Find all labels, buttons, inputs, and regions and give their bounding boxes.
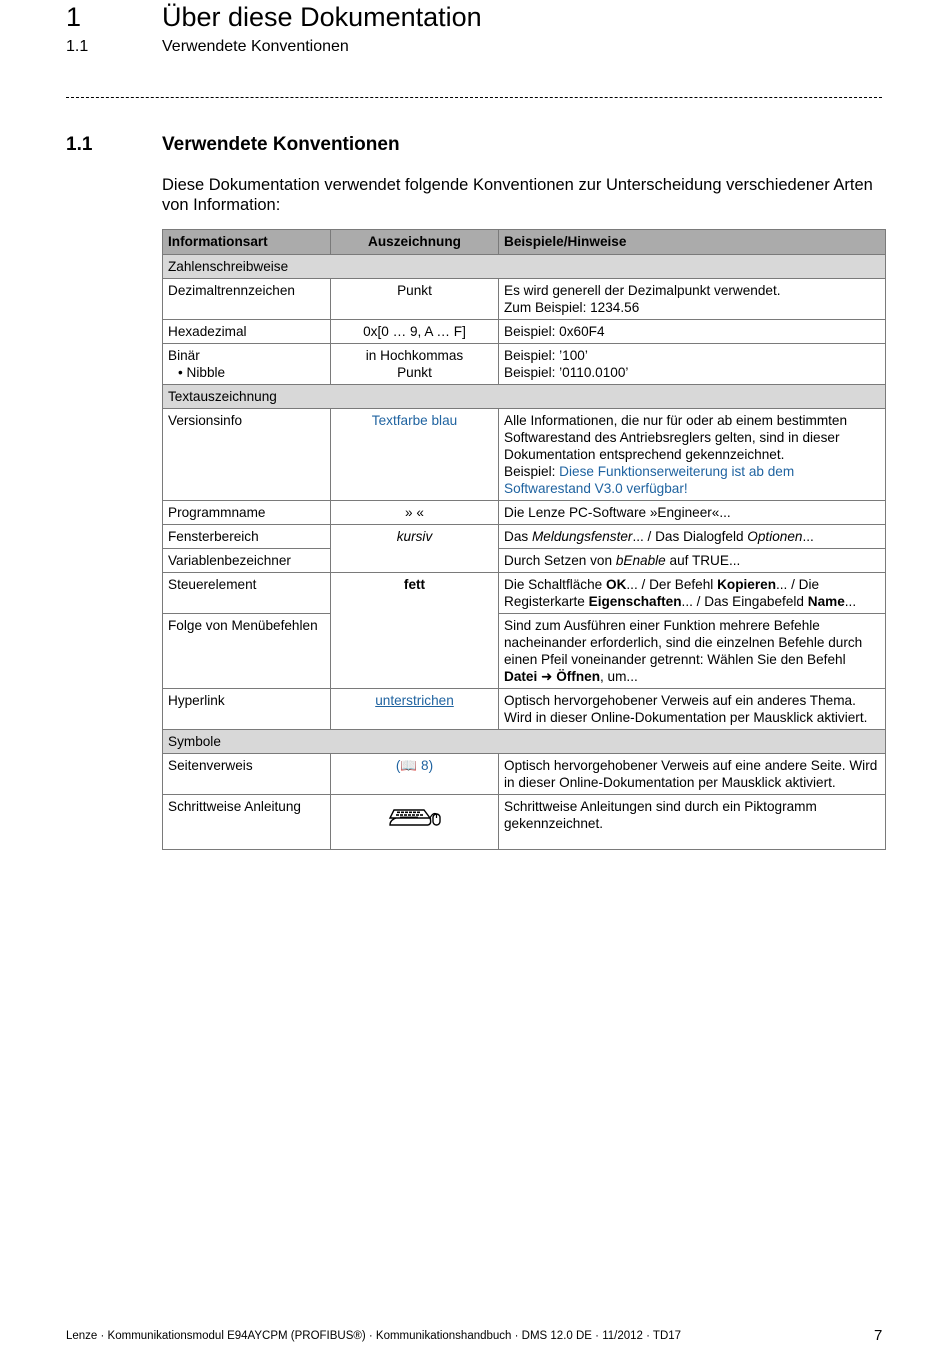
group-label: Zahlenschreibweise xyxy=(163,255,886,279)
table-row xyxy=(163,795,886,850)
row-sublabel: • Nibble xyxy=(178,365,226,380)
row-label: Variablenbezeichner xyxy=(163,549,331,573)
row-label: Folge von Menübefehlen xyxy=(163,614,331,689)
column-header: Informationsart xyxy=(163,230,331,255)
row-example: Schrittweise Anleitungen sind durch ein Piktogramm gekennzeichnet. xyxy=(499,795,886,850)
text-run: Sind zum Ausführen einer Funktion mehrere Befehle nacheinander erforderlich, sind die einzelnen Befehle durch einen Pfeil voneinander getrennt: Wählen Sie den Befehl xyxy=(504,618,863,667)
row-label: Schrittweise Anleitung xyxy=(163,795,331,850)
text-run: Das xyxy=(504,529,532,544)
row-mark xyxy=(331,344,499,385)
row-label: Versionsinfo xyxy=(163,409,331,501)
table-row xyxy=(163,573,886,614)
table-row xyxy=(163,409,886,501)
row-label xyxy=(163,344,331,385)
row-label: Fensterbereich xyxy=(163,525,331,549)
table-row xyxy=(163,344,886,385)
row-label: Seitenverweis xyxy=(163,754,331,795)
table-row xyxy=(163,501,886,525)
chapter-number: 1 xyxy=(66,2,82,32)
text-run: ... / Der Befehl xyxy=(626,577,718,592)
text-run: ... / Das Dialogfeld xyxy=(632,529,748,544)
row-example xyxy=(499,614,886,689)
column-header: Auszeichnung xyxy=(331,230,499,255)
text-run: Eigenschaften xyxy=(588,594,682,609)
row-mark: fett xyxy=(331,573,499,689)
text-run: OK xyxy=(606,577,627,592)
row-example: Optisch hervorgehobener Verweis auf ein anderes Thema. Wird in dieser Online-Dokumentation per Mausklick aktiviert. xyxy=(499,689,886,730)
text-run: ... xyxy=(844,594,857,609)
row-mark: Textfarbe blau xyxy=(331,409,499,501)
example-line: Es wird generell der Dezimalpunkt verwendet. xyxy=(504,283,781,298)
example-line: Alle Informationen, die nur für oder ab einem bestimmten Softwarestand des Antriebsreglers gelten, sind in dieser Dokumentation entsprechend gekennzeichnet. xyxy=(504,413,848,462)
running-section-number: 1.1 xyxy=(66,38,89,55)
text-run: ... xyxy=(802,529,814,544)
row-mark xyxy=(331,689,499,730)
hyperlink-sample[interactable]: unterstrichen xyxy=(375,693,454,708)
table-row xyxy=(163,754,886,795)
text-run: Datei xyxy=(504,669,538,684)
row-example xyxy=(499,573,886,614)
row-label-text: Binär xyxy=(168,348,200,363)
group-label: Textauszeichnung xyxy=(163,385,886,409)
table-row xyxy=(163,320,886,344)
text-run: Name xyxy=(807,594,845,609)
group-row xyxy=(163,385,886,409)
row-example xyxy=(499,525,886,549)
group-row xyxy=(163,730,886,754)
row-mark: » « xyxy=(331,501,499,525)
page-reference-sample[interactable]: (📖 8) xyxy=(331,754,499,795)
table-row xyxy=(163,614,886,689)
intro-paragraph: Diese Dokumentation verwendet folgende Konventionen zur Unterscheidung verschiedener Arten von Information: xyxy=(162,176,873,214)
mark-line: Punkt xyxy=(397,365,432,380)
row-mark: Punkt xyxy=(331,279,499,320)
section-number: 1.1 xyxy=(66,134,93,155)
text-run: , um... xyxy=(600,669,638,684)
text-run: Optionen xyxy=(747,529,803,544)
table-row xyxy=(163,525,886,549)
row-label: Dezimaltrennzeichen xyxy=(163,279,331,320)
text-run: Öffnen xyxy=(556,669,600,684)
row-mark xyxy=(331,795,499,850)
header-divider xyxy=(66,97,882,98)
group-row xyxy=(163,255,886,279)
row-label: Steuerelement xyxy=(163,573,331,614)
text-run: bEnable xyxy=(615,553,666,568)
page-footer: Lenze · Kommunikationsmodul E94AYCPM (PROFIBUS®) · Kommunikationshandbuch · DMS 12.0 DE · 11/2012 · TD17 xyxy=(66,1330,682,1342)
example-line: Zum Beispiel: 1234.56 xyxy=(504,300,640,315)
text-run: Die Schaltfläche xyxy=(504,577,607,592)
column-header: Beispiele/Hinweise xyxy=(499,230,886,255)
text-run: ... / Die Registerkarte xyxy=(504,577,820,609)
keyboard-mouse-icon xyxy=(386,798,444,828)
table-row xyxy=(163,279,886,320)
text-run: auf TRUE... xyxy=(665,553,741,568)
row-example: Die Lenze PC-Software »Engineer«... xyxy=(499,501,886,525)
row-example: Optisch hervorgehobener Verweis auf eine andere Seite. Wird in dieser Online-Dokumentation per Mausklick aktiviert. xyxy=(499,754,886,795)
text-run: ... / Das Eingabefeld xyxy=(681,594,808,609)
example-line: Beispiel: ’100’ xyxy=(504,348,588,363)
conventions-table xyxy=(162,229,886,850)
example-prefix: Beispiel: xyxy=(504,464,560,479)
row-mark: kursiv xyxy=(331,525,499,573)
running-section-title: Verwendete Konventionen xyxy=(162,38,349,55)
row-label: Hexadezimal xyxy=(163,320,331,344)
mark-line: in Hochkommas xyxy=(365,348,464,363)
page-number: 7 xyxy=(874,1327,883,1344)
row-example xyxy=(499,409,886,501)
version-example-link[interactable]: Diese Funktionserweiterung ist ab dem Softwarestand V3.0 verfügbar! xyxy=(504,464,795,496)
row-example: Beispiel: 0x60F4 xyxy=(499,320,886,344)
table-row xyxy=(163,549,886,573)
row-mark: 0x[0 … 9, A … F] xyxy=(331,320,499,344)
row-label: Hyperlink xyxy=(163,689,331,730)
section-title: Verwendete Konventionen xyxy=(162,134,400,155)
group-label: Symbole xyxy=(163,730,886,754)
example-line: Beispiel: ’0110.0100’ xyxy=(504,365,629,380)
row-sublabel-text: Nibble xyxy=(186,365,226,380)
text-run: Kopieren xyxy=(717,577,776,592)
row-example xyxy=(499,549,886,573)
row-example xyxy=(499,344,886,385)
chapter-title: Über diese Dokumentation xyxy=(162,2,482,32)
table-row xyxy=(163,689,886,730)
example-line xyxy=(504,463,880,497)
row-example xyxy=(499,279,886,320)
table-header-row xyxy=(163,230,886,255)
text-run: Durch Setzen von xyxy=(504,553,616,568)
arrow-icon: ➜ xyxy=(541,669,553,684)
row-label: Programmname xyxy=(163,501,331,525)
text-run: Meldungsfenster xyxy=(531,529,633,544)
